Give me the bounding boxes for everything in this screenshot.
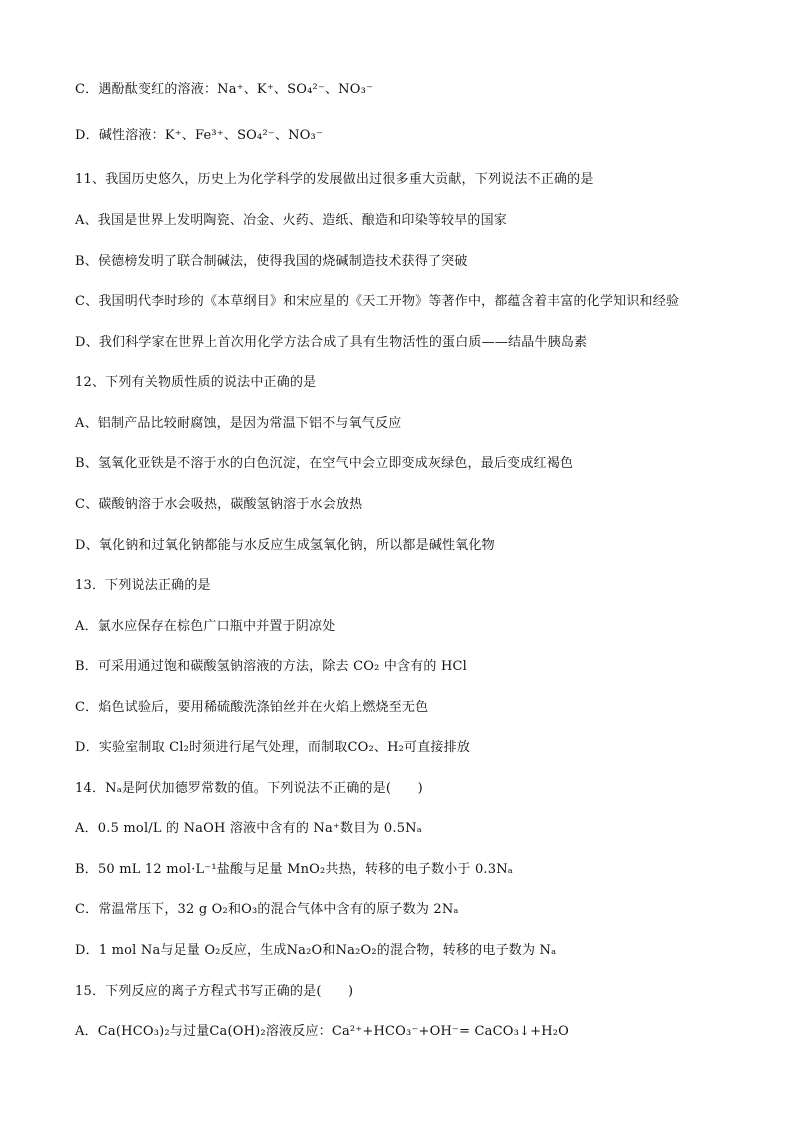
question-15: 15．下列反应的离子方程式书写正确的是( ) — [75, 984, 354, 999]
option-11a: A、我国是世界上发明陶瓷、冶金、火药、造纸、酿造和印染等较早的国家 — [75, 213, 507, 228]
option-11b: B、侯德榜发明了联合制碱法，使得我国的烧碱制造技术获得了突破 — [75, 254, 468, 269]
option-11c: C、我国明代李时珍的《本草纲目》和宋应星的《天工开物》等著作中，都蕴含着丰富的化学知识和经验 — [75, 294, 680, 309]
option-13a: A．氯水应保存在棕色广口瓶中并置于阴凉处 — [75, 619, 336, 634]
option-14b: B．50 mL 12 mol·L⁻¹盐酸与足量 MnO₂共热，转移的电子数小于 0.3Nₐ — [75, 862, 514, 877]
option-15a: A．Ca(HCO₃)₂与过量Ca(OH)₂溶液反应：Ca²⁺+HCO₃⁻+OH⁻= CaCO₃↓+H₂O — [75, 1024, 569, 1039]
option-12b: B、氢氧化亚铁是不溶于水的白色沉淀，在空气中会立即变成灰绿色，最后变成红褐色 — [75, 456, 574, 471]
option-14a: A．0.5 mol/L 的 NaOH 溶液中含有的 Na⁺数目为 0.5Nₐ — [75, 821, 422, 836]
option-12c: C、碳酸钠溶于水会吸热，碳酸氢钠溶于水会放热 — [75, 497, 363, 512]
question-14: 14．Nₐ是阿伏加德罗常数的值。下列说法不正确的是( ) — [75, 781, 423, 796]
option-12a: A、铝制产品比较耐腐蚀，是因为常温下铝不与氧气反应 — [75, 416, 402, 431]
question-13: 13．下列说法正确的是 — [75, 578, 211, 593]
option-11d: D、我们科学家在世界上首次用化学方法合成了具有生物活性的蛋白质——结晶牛胰岛素 — [75, 335, 588, 350]
question-12: 12、下列有关物质性质的说法中正确的是 — [75, 375, 317, 390]
question-11: 11、我国历史悠久，历史上为化学科学的发展做出过很多重大贡献，下列说法不正确的是 — [75, 172, 594, 187]
option-14d: D．1 mol Na与足量 O₂反应，生成Na₂O和Na₂O₂的混合物，转移的电子数为 Nₐ — [75, 943, 557, 958]
option-13d: D．实验室制取 Cl₂时须进行尾气处理，而制取CO₂、H₂可直接排放 — [75, 740, 471, 755]
option-12d: D、氧化钠和过氧化钠都能与水反应生成氢氧化钠，所以都是碱性氧化物 — [75, 538, 495, 553]
option-13b: B．可采用通过饱和碳酸氢钠溶液的方法，除去 CO₂ 中含有的 HCl — [75, 659, 468, 674]
option-10c: C．遇酚酞变红的溶液：Na⁺、K⁺、SO₄²⁻、NO₃⁻ — [75, 82, 374, 97]
option-13c: C．焰色试验后，要用稀硫酸洗涤铂丝并在火焰上燃烧至无色 — [75, 700, 429, 715]
option-10d: D．碱性溶液：K⁺、Fe³⁺、SO₄²⁻、NO₃⁻ — [75, 128, 324, 143]
option-14c: C．常温常压下，32 g O₂和O₃的混合气体中含有的原子数为 2Nₐ — [75, 902, 459, 917]
